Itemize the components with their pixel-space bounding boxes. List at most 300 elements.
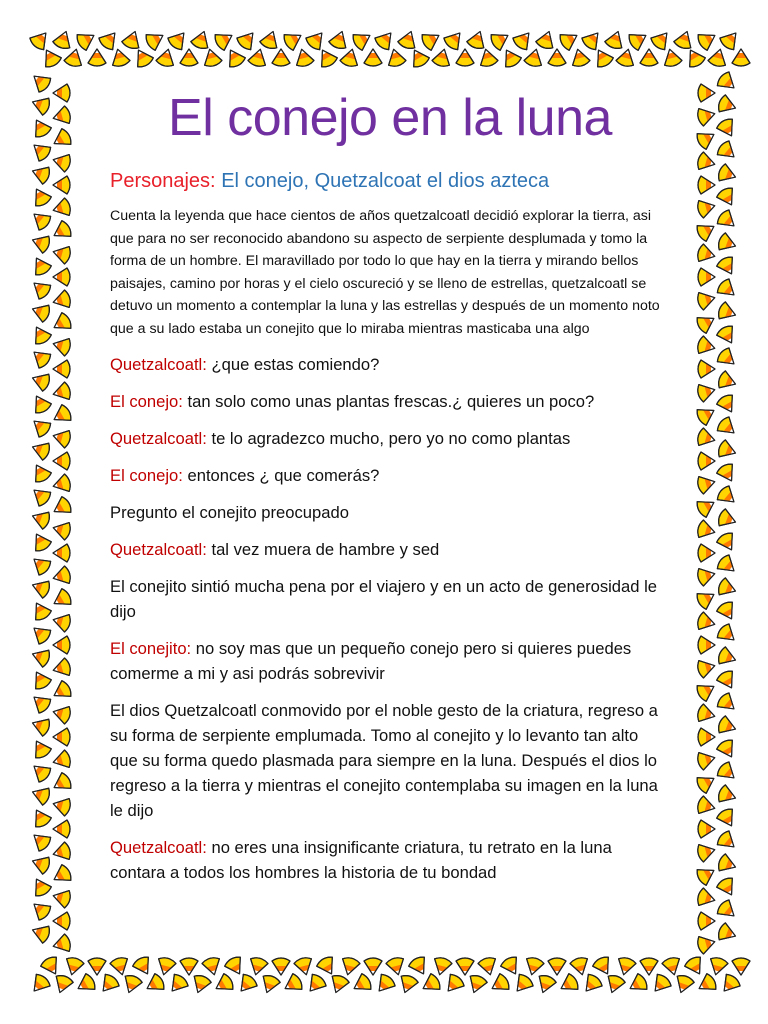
- candy-corn-icon: [29, 369, 51, 392]
- candy-corn-icon: [144, 28, 168, 52]
- candy-corn-icon: [328, 28, 351, 50]
- candy-corn-icon: [707, 47, 729, 68]
- dialogue-line: [110, 698, 670, 823]
- candy-corn-icon: [29, 323, 53, 347]
- candy-corn-icon: [282, 28, 306, 52]
- candy-corn-icon: [715, 760, 740, 785]
- candy-corn-icon: [29, 668, 53, 692]
- candy-corn-icon: [50, 863, 74, 887]
- candy-corn-icon: [364, 958, 382, 975]
- dialogue-line: [110, 463, 670, 488]
- candy-corn-icon: [716, 163, 738, 186]
- candy-corn-icon: [511, 27, 536, 52]
- candy-corn-icon: [715, 531, 739, 555]
- candy-corn-icon: [327, 973, 350, 995]
- candy-corn-icon: [698, 176, 715, 194]
- candy-corn-icon: [696, 933, 717, 955]
- candy-corn-icon: [715, 484, 740, 509]
- candy-corn-icon: [155, 47, 177, 68]
- characters-value: El conejo, Quetzalcoat el dios azteca: [221, 170, 550, 192]
- candy-corn-icon: [683, 46, 707, 70]
- candy-corn-icon: [523, 956, 545, 977]
- candy-corn-icon: [29, 875, 53, 899]
- candy-corn-icon: [419, 972, 443, 996]
- candy-corn-icon: [715, 829, 740, 854]
- candy-corn-icon: [29, 116, 53, 140]
- candy-corn-icon: [51, 749, 72, 771]
- candy-corn-icon: [281, 972, 305, 996]
- candy-corn-icon: [396, 973, 419, 995]
- candy-corn-icon: [397, 28, 420, 50]
- dialogue-text: no eres una insignificante criatura, tu retrato en la luna contara a todos los hombres la historia de tu bondad: [110, 838, 612, 882]
- candy-corn-icon: [696, 565, 717, 587]
- candy-corn-icon: [715, 691, 740, 716]
- candy-corn-icon: [28, 345, 53, 370]
- candy-corn-icon: [29, 507, 51, 530]
- candy-corn-icon: [716, 646, 738, 669]
- candy-corn-icon: [53, 820, 70, 838]
- candy-corn-icon: [51, 841, 72, 863]
- dialogue-text: tal vez muera de hambre y sed: [206, 540, 440, 559]
- candy-corn-icon: [534, 973, 557, 995]
- candy-corn-icon: [51, 151, 72, 173]
- candy-corn-icon: [53, 360, 70, 378]
- candy-corn-icon: [50, 127, 74, 151]
- candy-corn-icon: [155, 956, 177, 977]
- candy-corn-icon: [718, 27, 743, 52]
- candy-corn-icon: [698, 636, 715, 654]
- candy-corn-icon: [212, 972, 236, 996]
- dialogue-line: [110, 574, 670, 624]
- candy-corn-icon: [28, 276, 53, 301]
- candy-corn-icon: [75, 28, 99, 52]
- candy-corn-icon: [431, 47, 453, 68]
- characters-line: [110, 170, 670, 193]
- candy-corn-icon: [715, 277, 740, 302]
- candy-corn-icon: [696, 243, 717, 265]
- candy-corn-icon: [28, 552, 53, 577]
- candy-corn-icon: [29, 783, 51, 806]
- candy-corn-icon: [648, 972, 673, 997]
- candy-corn-icon: [131, 955, 155, 979]
- candy-corn-icon: [180, 958, 198, 975]
- dialogue-text: Pregunto el conejito preocupado: [110, 503, 349, 522]
- candy-corn-icon: [698, 728, 715, 746]
- candy-corn-icon: [51, 427, 72, 449]
- candy-corn-icon: [707, 956, 729, 977]
- candy-corn-icon: [715, 415, 740, 440]
- candy-corn-icon: [29, 438, 51, 461]
- candy-corn-icon: [180, 49, 198, 66]
- candy-corn-icon: [695, 972, 719, 996]
- candy-corn-icon: [558, 28, 582, 52]
- candy-corn-icon: [696, 28, 720, 52]
- candy-corn-icon: [431, 956, 453, 977]
- candy-corn-icon: [489, 28, 513, 52]
- candy-corn-icon: [51, 381, 72, 403]
- candy-corn-icon: [28, 483, 53, 508]
- dialogue-line: [110, 500, 670, 525]
- candy-corn-icon: [63, 47, 85, 68]
- candy-corn-icon: [698, 544, 715, 562]
- candy-corn-icon: [715, 622, 740, 647]
- candy-corn-icon: [715, 669, 739, 693]
- candy-corn-icon: [683, 955, 707, 979]
- candy-corn-icon: [510, 972, 535, 997]
- candy-corn-icon: [234, 972, 259, 997]
- candy-corn-icon: [50, 311, 74, 335]
- intro-paragraph: Cuenta la leyenda que hace cientos de años quetzalcoatl decidió explorar la tierra, asi que para no ser reconocido abandono su aspecto de serpiente desplumada y tomo la forma de un hombre. El maravillado por todo lo que hay en la tierra y mirando bellos paisajes, camino por horas y el cielo oscureció y se lleno de estrellas, quetzalcoatl se detuvo un momento a contemplar la luna y las estrellas y después de un momento noto que a su lado estaba un conejito que lo miraba mientras masticaba una algo: [110, 208, 660, 337]
- candy-corn-icon: [51, 795, 72, 817]
- candy-corn-icon: [166, 27, 191, 52]
- candy-corn-icon: [696, 795, 717, 817]
- candy-corn-icon: [28, 138, 53, 163]
- candy-corn-icon: [143, 972, 167, 996]
- candy-corn-icon: [695, 679, 719, 703]
- candy-corn-icon: [603, 973, 626, 995]
- candy-corn-icon: [579, 972, 604, 997]
- candy-corn-icon: [53, 728, 70, 746]
- candy-corn-icon: [715, 738, 739, 762]
- candy-corn-icon: [716, 853, 738, 876]
- candy-corn-icon: [640, 49, 658, 66]
- speaker-name: El conejito:: [110, 639, 192, 658]
- candy-corn-icon: [716, 232, 738, 255]
- dialogue-text: El dios Quetzalcoatl conmovido por el noble gesto de la criatura, regreso a su forma de serpiente emplumada. Tomo al conejito y lo levanto tan alto que su forma quedo plasmada para siempre en la luna. Después el dios lo regreso a la tierra y mientras el conejito contemplaba su imagen en la luna le dijo: [110, 701, 658, 820]
- candy-corn-icon: [29, 254, 53, 278]
- page-title: El conejo en la luna: [168, 89, 612, 147]
- candy-corn-icon: [698, 452, 715, 470]
- candy-corn-icon: [293, 956, 315, 977]
- candy-corn-icon: [716, 94, 738, 117]
- candy-corn-icon: [51, 243, 72, 265]
- dialogue-text: El conejito sintió mucha pena por el viajero y en un acto de generosidad le dijo: [110, 577, 658, 621]
- candy-corn-icon: [698, 912, 715, 930]
- candy-corn-icon: [97, 27, 122, 52]
- candy-corn-icon: [50, 495, 74, 519]
- candy-corn-icon: [661, 956, 683, 977]
- candy-corn-icon: [235, 27, 260, 52]
- candy-corn-icon: [715, 324, 739, 348]
- candy-corn-icon: [715, 807, 739, 831]
- candy-corn-icon: [247, 956, 269, 977]
- candy-corn-icon: [50, 587, 74, 611]
- candy-corn-icon: [716, 508, 738, 531]
- candy-corn-icon: [715, 70, 740, 95]
- candy-corn-icon: [364, 49, 382, 66]
- candy-corn-icon: [715, 553, 740, 578]
- candy-corn-icon: [373, 27, 398, 52]
- candy-corn-icon: [696, 381, 717, 403]
- candy-corn-icon: [39, 955, 63, 979]
- candy-corn-icon: [165, 972, 190, 997]
- candy-corn-icon: [695, 495, 719, 519]
- candy-corn-icon: [339, 47, 361, 68]
- candy-corn-icon: [63, 956, 85, 977]
- candy-corn-icon: [716, 301, 738, 324]
- candy-corn-icon: [51, 611, 72, 633]
- candy-corn-icon: [74, 972, 98, 996]
- candy-corn-icon: [29, 737, 53, 761]
- candy-corn-icon: [29, 921, 51, 944]
- candy-corn-icon: [28, 690, 53, 715]
- candy-corn-icon: [372, 972, 397, 997]
- candy-corn-icon: [29, 576, 51, 599]
- candy-corn-icon: [29, 231, 51, 254]
- candy-corn-icon: [29, 714, 51, 737]
- candy-corn-icon: [51, 933, 72, 955]
- candy-corn-icon: [696, 289, 717, 311]
- candy-corn-icon: [698, 268, 715, 286]
- candy-corn-icon: [121, 28, 144, 50]
- candy-corn-icon: [717, 972, 742, 997]
- candy-corn-icon: [50, 403, 74, 427]
- candy-corn-icon: [695, 219, 719, 243]
- candy-corn-icon: [189, 973, 212, 995]
- candy-corn-icon: [304, 27, 329, 52]
- candy-corn-icon: [29, 806, 53, 830]
- candy-corn-icon: [29, 645, 51, 668]
- candy-corn-icon: [28, 414, 53, 439]
- candy-corn-icon: [695, 127, 719, 151]
- candy-corn-icon: [488, 972, 512, 996]
- candy-corn-icon: [569, 956, 591, 977]
- candy-corn-icon: [51, 197, 72, 219]
- candy-corn-icon: [548, 49, 566, 66]
- candy-corn-icon: [696, 657, 717, 679]
- candy-corn-icon: [351, 28, 375, 52]
- candy-corn-icon: [615, 47, 637, 68]
- candy-corn-icon: [696, 703, 717, 725]
- candy-corn-icon: [53, 176, 70, 194]
- candy-corn-icon: [649, 27, 674, 52]
- speaker-name: Quetzalcoatl:: [110, 429, 207, 448]
- candy-corn-icon: [569, 47, 591, 68]
- speaker-name: El conejo:: [110, 392, 183, 411]
- candy-corn-icon: [213, 28, 237, 52]
- speaker-name: El conejo:: [110, 466, 183, 485]
- candy-corn-icon: [29, 530, 53, 554]
- dialogue-line: [110, 352, 670, 377]
- candy-corn-icon: [626, 972, 650, 996]
- candy-corn-icon: [548, 958, 566, 975]
- candy-corn-icon: [109, 956, 131, 977]
- candy-corn-icon: [696, 887, 717, 909]
- candy-corn-icon: [696, 749, 717, 771]
- dialogue-line: [110, 636, 670, 686]
- candy-corn-icon: [466, 28, 489, 50]
- candy-corn-icon: [223, 46, 247, 70]
- candy-corn-icon: [695, 311, 719, 335]
- candy-corn-icon: [420, 28, 444, 52]
- candy-corn-icon: [716, 715, 738, 738]
- candy-corn-icon: [28, 621, 53, 646]
- candy-corn-icon: [51, 565, 72, 587]
- candy-corn-icon: [695, 403, 719, 427]
- candy-corn-icon: [28, 69, 53, 94]
- candy-corn-icon: [695, 587, 719, 611]
- candy-corn-icon: [385, 956, 407, 977]
- candy-corn-icon: [715, 186, 739, 210]
- candy-corn-icon: [201, 47, 223, 68]
- candy-corn-icon: [715, 255, 739, 279]
- candy-corn-icon: [732, 958, 750, 975]
- candy-corn-icon: [696, 519, 717, 541]
- candy-corn-icon: [698, 84, 715, 102]
- candy-corn-icon: [29, 185, 53, 209]
- candy-corn-icon: [28, 828, 53, 853]
- candy-corn-icon: [51, 105, 72, 127]
- candy-corn-icon: [732, 49, 750, 66]
- candy-corn-icon: [640, 958, 658, 975]
- candy-corn-icon: [28, 207, 53, 232]
- candy-corn-icon: [477, 47, 499, 68]
- candy-corn-icon: [29, 300, 51, 323]
- candy-corn-icon: [51, 973, 74, 995]
- candy-corn-icon: [695, 863, 719, 887]
- candy-corn-icon: [53, 912, 70, 930]
- candy-corn-icon: [258, 973, 281, 995]
- candy-corn-icon: [535, 28, 558, 50]
- candy-corn-icon: [120, 973, 143, 995]
- dialogue-line: [110, 389, 670, 414]
- candy-corn-icon: [51, 473, 72, 495]
- candy-corn-icon: [272, 958, 290, 975]
- candy-corn-icon: [50, 219, 74, 243]
- candy-corn-icon: [29, 852, 51, 875]
- dialogue-line: [110, 835, 670, 885]
- candy-corn-icon: [716, 922, 738, 945]
- candy-corn-icon: [442, 27, 467, 52]
- candy-corn-icon: [53, 636, 70, 654]
- candy-corn-icon: [51, 657, 72, 679]
- candy-corn-icon: [201, 956, 223, 977]
- candy-corn-icon: [477, 956, 499, 977]
- candy-corn-icon: [716, 370, 738, 393]
- candy-corn-icon: [696, 105, 717, 127]
- candy-corn-icon: [28, 897, 53, 922]
- dialogue-text: te lo agradezco mucho, pero yo no como plantas: [206, 429, 571, 448]
- candy-corn-icon: [53, 84, 70, 102]
- candy-corn-icon: [715, 462, 739, 486]
- candy-corn-icon: [696, 473, 717, 495]
- candy-corn-icon: [28, 759, 53, 784]
- candy-corn-icon: [190, 28, 213, 50]
- candy-corn-icon: [456, 958, 474, 975]
- candy-corn-icon: [53, 268, 70, 286]
- story-content: [110, 88, 670, 897]
- candy-corn-icon: [465, 973, 488, 995]
- candy-corn-icon: [557, 972, 581, 996]
- candy-corn-icon: [28, 27, 53, 52]
- speaker-name: Quetzalcoatl:: [110, 355, 207, 374]
- candy-corn-icon: [88, 958, 106, 975]
- candy-corn-icon: [51, 335, 72, 357]
- candy-corn-icon: [615, 956, 637, 977]
- candy-corn-icon: [88, 49, 106, 66]
- candy-corn-icon: [51, 289, 72, 311]
- candy-corn-icon: [715, 600, 739, 624]
- candy-corn-icon: [580, 27, 605, 52]
- candy-corn-icon: [51, 887, 72, 909]
- candy-corn-icon: [50, 771, 74, 795]
- candy-corn-icon: [716, 439, 738, 462]
- candy-corn-icon: [715, 346, 740, 371]
- candy-corn-icon: [698, 820, 715, 838]
- candy-corn-icon: [715, 208, 740, 233]
- candy-corn-icon: [716, 577, 738, 600]
- candy-corn-icon: [29, 93, 51, 116]
- candy-corn-icon: [698, 360, 715, 378]
- candy-corn-icon: [339, 956, 361, 977]
- candy-corn-icon: [715, 117, 739, 141]
- candy-corn-icon: [303, 972, 328, 997]
- candy-corn-icon: [315, 955, 339, 979]
- candy-corn-icon: [53, 452, 70, 470]
- candy-corn-icon: [696, 151, 717, 173]
- dialogue-text: no soy mas que un pequeño conejo pero si quieres puedes comerme a mi y asi podrás sobrevivir: [110, 639, 632, 683]
- candy-corn-icon: [407, 955, 431, 979]
- speaker-name: Quetzalcoatl:: [110, 540, 207, 559]
- candy-corn-icon: [499, 46, 523, 70]
- candy-corn-icon: [456, 49, 474, 66]
- characters-label: Personajes:: [110, 170, 216, 192]
- candy-corn-icon: [604, 28, 627, 50]
- candy-corn-icon: [53, 544, 70, 562]
- dialogue-line: [110, 537, 670, 562]
- candy-corn-icon: [696, 841, 717, 863]
- candy-corn-icon: [29, 599, 53, 623]
- candy-corn-icon: [293, 47, 315, 68]
- candy-corn-icon: [29, 392, 53, 416]
- candy-corn-icon: [715, 876, 739, 900]
- candy-corn-icon: [350, 972, 374, 996]
- candy-corn-icon: [716, 784, 738, 807]
- candy-corn-icon: [52, 28, 75, 50]
- candy-corn-icon: [715, 139, 740, 164]
- candy-corn-icon: [591, 955, 615, 979]
- candy-corn-icon: [96, 972, 121, 997]
- candy-corn-icon: [29, 461, 53, 485]
- candy-corn-icon: [50, 679, 74, 703]
- candy-corn-icon: [441, 972, 466, 997]
- candy-corn-icon: [51, 703, 72, 725]
- speaker-name: Quetzalcoatl:: [110, 838, 207, 857]
- candy-corn-icon: [51, 519, 72, 541]
- dialogue-line: [110, 426, 670, 451]
- candy-corn-icon: [259, 28, 282, 50]
- candy-corn-icon: [696, 197, 717, 219]
- candy-corn-icon: [715, 898, 740, 923]
- dialogue-text: tan solo como unas plantas frescas.¿ quieres un poco?: [182, 392, 595, 411]
- candy-corn-icon: [696, 611, 717, 633]
- candy-corn-icon: [695, 771, 719, 795]
- candy-corn-icon: [715, 393, 739, 417]
- candy-corn-icon: [673, 28, 696, 50]
- dialogue-text: ¿que estas comiendo?: [206, 355, 380, 374]
- candy-corn-icon: [672, 973, 695, 995]
- candy-corn-icon: [627, 28, 651, 52]
- candy-corn-icon: [696, 427, 717, 449]
- candy-corn-icon: [272, 49, 290, 66]
- candy-corn-icon: [407, 46, 431, 70]
- candy-corn-icon: [29, 162, 51, 185]
- candy-corn-icon: [27, 972, 52, 997]
- candy-corn-icon: [131, 46, 155, 70]
- dialogue-text: entonces ¿ que comerás?: [182, 466, 380, 485]
- candy-corn-icon: [696, 335, 717, 357]
- dialogue: [110, 352, 670, 885]
